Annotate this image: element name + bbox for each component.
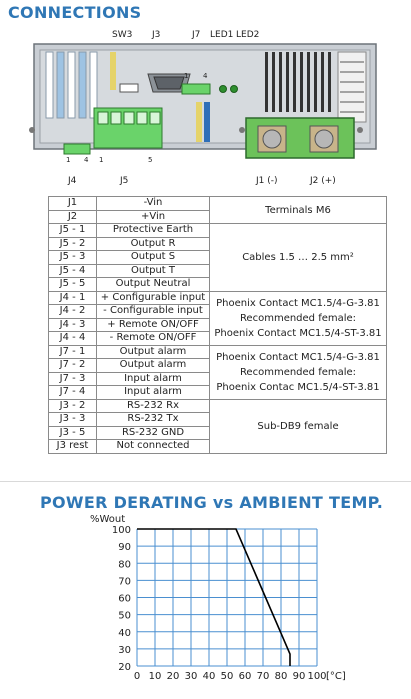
function-cell: + Remote ON/OFF bbox=[97, 318, 210, 332]
function-cell: Output alarm bbox=[97, 359, 210, 373]
led1-label: LED1 bbox=[210, 30, 234, 40]
pin-cell: J7 - 1 bbox=[49, 345, 97, 359]
connections-heading: CONNECTIONS bbox=[8, 3, 142, 22]
y-tick-label: 100 bbox=[111, 525, 131, 536]
j1-label: J1 (-) bbox=[256, 176, 278, 186]
function-cell: - Configurable input bbox=[97, 305, 210, 319]
j7-label: J7 bbox=[192, 30, 201, 40]
function-cell: - Remote ON/OFF bbox=[97, 332, 210, 346]
pin-cell: J5 - 5 bbox=[49, 278, 97, 292]
function-cell: Not connected bbox=[97, 440, 210, 454]
led2-label: LED2 bbox=[236, 30, 260, 40]
chart-ticks bbox=[112, 525, 327, 682]
j5-label: J5 bbox=[120, 176, 129, 186]
j5-pin5: 5 bbox=[148, 156, 153, 164]
pin-cell: J7 - 3 bbox=[49, 372, 97, 386]
function-cell: RS-232 Rx bbox=[97, 399, 210, 413]
y-tick-label: 50 bbox=[118, 610, 131, 622]
x-tick-label: 80 bbox=[274, 671, 288, 682]
function-cell: Protective Earth bbox=[97, 224, 210, 238]
note-j7 bbox=[210, 345, 387, 399]
x-tick-label: 20 bbox=[166, 671, 180, 682]
pin-cell: J5 - 1 bbox=[49, 224, 97, 238]
function-cell: Output alarm bbox=[97, 345, 210, 359]
pin-cell: J3 rest bbox=[49, 440, 97, 454]
x-tick-label: 0 bbox=[133, 671, 141, 682]
y-tick-label: 90 bbox=[118, 542, 131, 554]
note-j3: Sub-DB9 female bbox=[210, 399, 387, 453]
y-tick-label: 70 bbox=[118, 576, 131, 588]
pin-cell: J4 - 2 bbox=[49, 305, 97, 319]
connections-table bbox=[48, 196, 387, 454]
x-tick-label: 50 bbox=[220, 671, 234, 682]
y-tick-label: 80 bbox=[118, 559, 131, 571]
pin-cell: J2 bbox=[49, 210, 97, 224]
pin-cell: J3 - 5 bbox=[49, 426, 97, 440]
note-cables: Cables 1.5 … 2.5 mm² bbox=[210, 224, 387, 292]
note-j7-line2: Recommended female: bbox=[239, 366, 357, 378]
x-tick-label: 70 bbox=[256, 671, 270, 682]
function-cell: Output Neutral bbox=[97, 278, 210, 292]
function-cell: Output T bbox=[97, 264, 210, 278]
derating-chart-svg bbox=[80, 511, 390, 695]
function-cell: RS-232 GND bbox=[97, 426, 210, 440]
device-drawing bbox=[20, 22, 390, 194]
connector-diagram bbox=[20, 22, 390, 194]
pin-cell: J7 - 4 bbox=[49, 386, 97, 400]
x-tick-label: 100 bbox=[307, 671, 327, 682]
pin-cell: J3 - 2 bbox=[49, 399, 97, 413]
j4-pin4: 4 bbox=[84, 156, 89, 164]
j4-pin1: 1 bbox=[66, 156, 71, 164]
note-j7-line1: Phoenix Contact MC1.5/4-G-3.81 bbox=[216, 351, 380, 363]
note-j4-line1: Phoenix Contact MC1.5/4-G-3.81 bbox=[216, 297, 380, 309]
pin-cell: J3 - 3 bbox=[49, 413, 97, 427]
j7-pin4: 4 bbox=[203, 72, 208, 80]
pin-cell: J4 - 4 bbox=[49, 332, 97, 346]
x-tick-label: 90 bbox=[292, 671, 306, 682]
j3-label: J3 bbox=[152, 30, 161, 40]
table-row bbox=[49, 224, 387, 238]
y-tick-label: 20 bbox=[118, 662, 131, 673]
pin-cell: J1 bbox=[49, 197, 97, 211]
function-cell: Input alarm bbox=[97, 386, 210, 400]
x-tick-label: 40 bbox=[202, 671, 216, 682]
derating-chart bbox=[80, 511, 390, 695]
y-tick-label: 30 bbox=[118, 644, 131, 656]
pin-cell: J5 - 3 bbox=[49, 251, 97, 265]
y-axis-label: %Wout bbox=[90, 514, 126, 525]
pin-cell: J5 - 2 bbox=[49, 237, 97, 251]
pin-cell: J5 - 4 bbox=[49, 264, 97, 278]
x-tick-label: 60 bbox=[238, 671, 252, 682]
derating-heading: POWER DERATING vs AMBIENT TEMP. bbox=[40, 493, 384, 512]
sw3-label: SW3 bbox=[112, 30, 133, 40]
pin-cell: J4 - 1 bbox=[49, 291, 97, 305]
x-tick-label: 10 bbox=[148, 671, 162, 682]
note-j4 bbox=[210, 291, 387, 345]
table-row bbox=[49, 291, 387, 305]
j7-pin1: 1 bbox=[184, 72, 189, 80]
y-tick-label: 60 bbox=[118, 593, 131, 605]
table-row bbox=[49, 399, 387, 413]
note-j7-line3: Phoenix Contac MC1.5/4-ST-3.81 bbox=[216, 381, 380, 393]
section-divider bbox=[0, 481, 411, 482]
note-j4-line2: Recommended female: bbox=[239, 312, 357, 324]
function-cell: -Vin bbox=[97, 197, 210, 211]
j5-pin1: 1 bbox=[99, 156, 104, 164]
y-tick-label: 40 bbox=[118, 627, 131, 639]
x-tick-label: 30 bbox=[184, 671, 198, 682]
note-terminals: Terminals M6 bbox=[210, 197, 387, 224]
j4-label: J4 bbox=[68, 176, 77, 186]
function-cell: RS-232 Tx bbox=[97, 413, 210, 427]
function-cell: +Vin bbox=[97, 210, 210, 224]
pin-cell: J4 - 3 bbox=[49, 318, 97, 332]
note-j4-line3: Phoenix Contact MC1.5/4-ST-3.81 bbox=[214, 327, 382, 339]
table-row bbox=[49, 197, 387, 211]
chart-grid bbox=[137, 529, 317, 666]
function-cell: Output S bbox=[97, 251, 210, 265]
j2-label: J2 (+) bbox=[310, 176, 336, 186]
function-cell: + Configurable input bbox=[97, 291, 210, 305]
function-cell: Input alarm bbox=[97, 372, 210, 386]
table-row bbox=[49, 345, 387, 359]
x-axis-unit: [°C] bbox=[326, 671, 346, 682]
function-cell: Output R bbox=[97, 237, 210, 251]
pin-cell: J7 - 2 bbox=[49, 359, 97, 373]
